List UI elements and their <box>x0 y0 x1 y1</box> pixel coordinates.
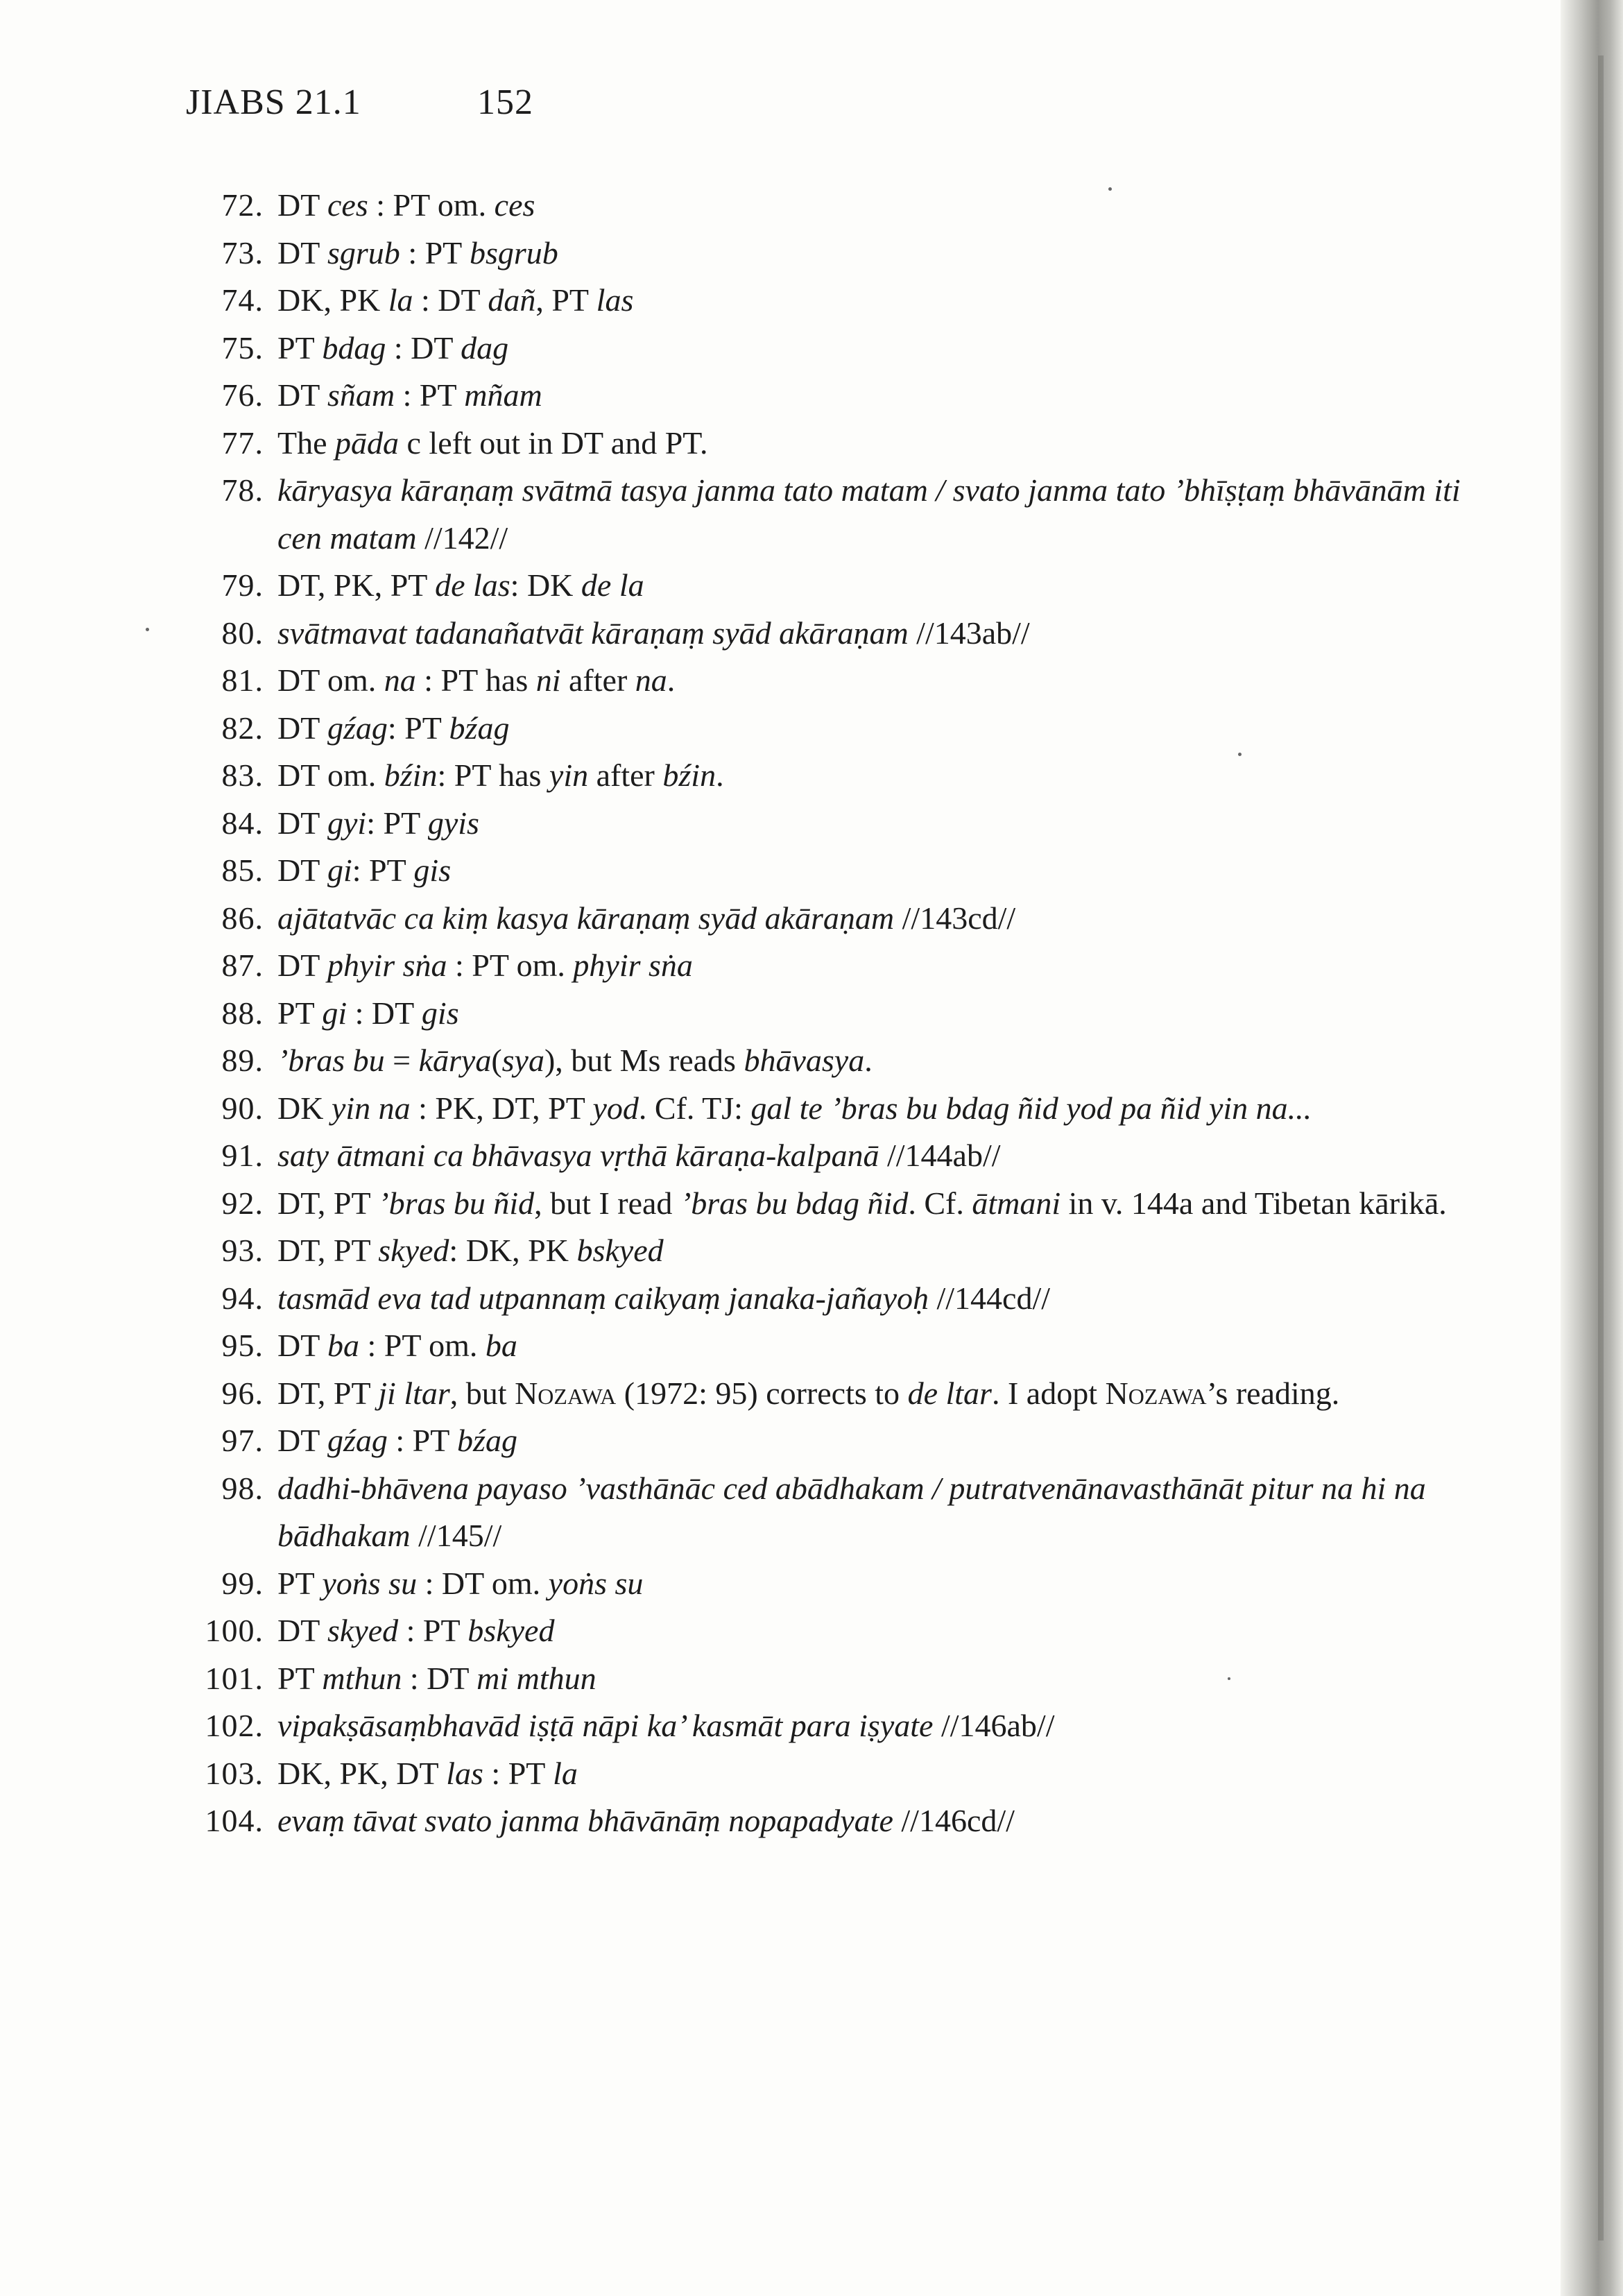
italic-segment: bsgrub <box>469 234 558 271</box>
italic-segment: kārya <box>418 1043 492 1078</box>
italic-segment: yoṅs su <box>322 1565 418 1601</box>
italic-segment: sgrub <box>327 234 400 271</box>
endnote-item <box>180 277 1477 325</box>
text-segment: , but <box>449 1375 515 1411</box>
endnote-item <box>180 1180 1477 1228</box>
endnote-text <box>277 610 1477 658</box>
italic-segment: svātmavat tadanañatvāt kāraṇaṃ syād akāraṇam <box>277 615 909 651</box>
text-segment: : PT om. <box>359 1328 486 1363</box>
endnote-number: 84. <box>221 805 264 841</box>
italic-segment: las <box>596 282 634 318</box>
italic-segment: gal te ’bras bu bdag ñid yod pa ñid yin na... <box>750 1090 1312 1126</box>
endnote-number: 88. <box>221 995 264 1031</box>
endnote-item <box>180 325 1477 372</box>
text-segment: : DT <box>402 1660 477 1696</box>
text-segment: ’s reading. <box>1206 1375 1340 1411</box>
endnote-item <box>180 1037 1477 1085</box>
endnote-item <box>180 1655 1477 1703</box>
endnote-text <box>277 420 1477 468</box>
endnote-item <box>180 1275 1477 1323</box>
italic-segment: bźin <box>384 757 438 793</box>
text-segment: //144ab// <box>879 1138 1001 1173</box>
italic-segment: de las <box>435 567 510 603</box>
endnote-number: 98. <box>221 1470 264 1506</box>
italic-segment: yin na <box>331 1090 411 1126</box>
italic-segment: na <box>384 662 416 698</box>
italic-segment: yin <box>549 757 589 793</box>
endnote-item <box>180 182 1477 230</box>
text-segment: : PT <box>483 1755 553 1791</box>
endnote-item <box>180 610 1477 658</box>
italic-segment: gi <box>322 995 347 1031</box>
italic-segment: bhāvasya <box>744 1043 865 1078</box>
endnote-number: 86. <box>221 900 264 936</box>
text-segment: DT <box>277 1423 327 1458</box>
endnote-item <box>180 1085 1477 1133</box>
text-segment: : PT <box>387 1423 458 1458</box>
text-segment: . <box>716 757 724 793</box>
text-segment: : DK, PK <box>449 1233 577 1268</box>
endnote-number: 75. <box>221 329 264 366</box>
endnote-item <box>180 1750 1477 1798</box>
endnote-number: 90. <box>221 1090 264 1126</box>
endnote-number: 92. <box>221 1185 264 1221</box>
endnote-number: 96. <box>221 1375 264 1411</box>
endnote-text <box>277 1417 1477 1465</box>
endnote-text <box>277 1370 1477 1418</box>
journal-title: JIABS 21.1 <box>186 83 361 122</box>
text-segment: after <box>588 757 663 793</box>
text-segment: : PT <box>395 377 465 413</box>
text-segment: : DT <box>386 329 461 366</box>
text-segment: PT <box>277 995 323 1031</box>
italic-segment: skyed <box>327 1613 399 1648</box>
text-segment: ( <box>491 1043 502 1078</box>
italic-segment: de la <box>581 567 644 603</box>
italic-segment: mñam <box>464 377 542 413</box>
text-segment: DT <box>277 1328 327 1363</box>
italic-segment: ces <box>327 187 368 223</box>
text-segment: . <box>864 1043 873 1078</box>
endnote-number: 103. <box>205 1755 264 1791</box>
italic-segment: ba <box>327 1328 359 1363</box>
text-segment: : PT <box>387 710 449 746</box>
text-segment: DK, PK <box>277 282 388 318</box>
italic-segment: ces <box>494 187 535 223</box>
endnote-text <box>277 277 1477 325</box>
endnote-text <box>277 230 1477 277</box>
text-segment: = <box>384 1043 419 1078</box>
endnote-number: 79. <box>221 567 264 603</box>
text-segment: DT, PT <box>277 1185 379 1221</box>
italic-segment: la <box>388 282 413 318</box>
endnote-text <box>277 657 1477 705</box>
endnote-number: 80. <box>221 615 264 651</box>
italic-segment: mthun <box>322 1660 402 1696</box>
endnote-text <box>277 1132 1477 1180</box>
endnote-item <box>180 420 1477 468</box>
italic-segment: gi <box>327 853 352 888</box>
smallcaps-segment: Nozawa <box>515 1375 617 1411</box>
text-segment: DT, PT <box>277 1375 379 1411</box>
italic-segment: dañ <box>488 282 536 318</box>
endnote-text <box>277 800 1477 848</box>
italic-segment: phyir sṅa <box>573 948 693 983</box>
endnote-text <box>277 752 1477 800</box>
endnote-item <box>180 1227 1477 1275</box>
text-segment: in v. 144a and Tibetan kārikā. <box>1060 1185 1447 1221</box>
italic-segment: gyi <box>327 805 367 841</box>
smallcaps-segment: Nozawa <box>1105 1375 1207 1411</box>
italic-segment: ’bras bu ñid <box>378 1185 535 1221</box>
italic-segment: na <box>635 662 667 698</box>
text-segment: DT om. <box>277 662 384 698</box>
endnote-item <box>180 1560 1477 1608</box>
text-segment: . <box>667 662 676 698</box>
text-segment: DT <box>277 234 327 271</box>
text-segment: , but I read <box>534 1185 680 1221</box>
endnote-text <box>277 372 1477 420</box>
italic-segment: ’bras bu <box>277 1043 385 1078</box>
italic-segment: dadhi-bhāvena payaso ’vasthānāc ced abādhakam / putratvenānavasthānāt pitur na hi na bādhakam <box>277 1470 1426 1553</box>
endnote-item <box>180 467 1477 562</box>
text-segment: (1972: 95) corrects to <box>616 1375 908 1411</box>
endnote-text <box>277 1797 1477 1845</box>
italic-segment: ’bras bu bdag ñid <box>680 1185 909 1221</box>
endnote-text <box>277 1560 1477 1608</box>
italic-segment: la <box>553 1755 578 1791</box>
endnote-item <box>180 230 1477 277</box>
endnote-number: 74. <box>221 282 264 318</box>
endnote-item <box>180 990 1477 1038</box>
text-segment: //143cd// <box>894 900 1016 936</box>
endnote-text <box>277 942 1477 990</box>
endnote-item <box>180 372 1477 420</box>
italic-segment: mi mthun <box>476 1660 596 1696</box>
text-segment: DT, PT <box>277 1233 379 1268</box>
text-segment: DT <box>277 805 327 841</box>
italic-segment: evaṃ tāvat svato janma bhāvānāṃ nopapadyate <box>277 1803 893 1838</box>
endnote-item <box>180 657 1477 705</box>
italic-segment: gis <box>413 853 452 888</box>
endnote-item <box>180 942 1477 990</box>
text-segment: : PK, DT, PT <box>410 1090 593 1126</box>
endnote-item <box>180 1322 1477 1370</box>
text-segment: //142// <box>416 520 508 556</box>
italic-segment: vipakṣāsaṃbhavād iṣṭā nāpi ka’ kasmāt para iṣyate <box>277 1708 934 1743</box>
endnote-number: 94. <box>221 1280 264 1316</box>
text-segment: DT <box>277 377 327 413</box>
text-segment: DT, PK, PT <box>277 567 436 603</box>
italic-segment: gis <box>421 995 459 1031</box>
text-segment: : PT om. <box>368 187 495 223</box>
endnote-number: 102. <box>205 1708 264 1743</box>
endnote-text <box>277 182 1477 230</box>
text-segment: : PT <box>366 805 428 841</box>
endnote-text <box>277 895 1477 943</box>
italic-segment: skyed <box>378 1233 449 1268</box>
text-segment: DK, PK, DT <box>277 1755 447 1791</box>
text-segment: . Cf. <box>908 1185 972 1221</box>
endnote-text <box>277 1227 1477 1275</box>
endnote-text <box>277 1465 1477 1560</box>
text-segment: after <box>560 662 635 698</box>
endnote-item <box>180 1465 1477 1560</box>
text-segment: : DK <box>510 567 581 603</box>
endnote-item <box>180 800 1477 848</box>
italic-segment: ni <box>535 662 561 698</box>
text-segment: : DT <box>413 282 488 318</box>
endnote-number: 73. <box>221 234 264 271</box>
italic-segment: yod <box>592 1090 639 1126</box>
italic-segment: saty ātmani ca bhāvasya vṛthā kāraṇa-kalpanā <box>277 1138 879 1173</box>
italic-segment: ji ltar <box>378 1375 450 1411</box>
text-segment: . I adopt <box>991 1375 1106 1411</box>
endnote-number: 99. <box>221 1565 264 1601</box>
text-segment: //144cd// <box>928 1280 1051 1316</box>
text-segment: : PT has <box>415 662 536 698</box>
endnote-number: 104. <box>205 1803 264 1838</box>
endnote-number: 81. <box>221 662 264 698</box>
endnote-item <box>180 1132 1477 1180</box>
endnote-number: 91. <box>221 1138 264 1173</box>
endnote-text <box>277 1655 1477 1703</box>
endnote-text <box>277 1037 1477 1085</box>
endnote-text <box>277 1750 1477 1798</box>
endnote-item <box>180 562 1477 610</box>
text-segment: : PT has <box>437 757 549 793</box>
endnote-item <box>180 1702 1477 1750</box>
endnote-text <box>277 1085 1477 1133</box>
endnote-number: 83. <box>221 757 264 793</box>
scan-speck <box>146 628 149 631</box>
italic-segment: bskyed <box>576 1233 664 1268</box>
endnote-item <box>180 895 1477 943</box>
italic-segment: pāda <box>335 425 400 461</box>
italic-segment: yoṅs su <box>548 1565 644 1601</box>
endnote-number: 72. <box>221 187 264 223</box>
scan-speck <box>1228 1677 1230 1680</box>
running-head <box>186 82 533 123</box>
endnotes-list <box>180 182 1477 1845</box>
scan-speck <box>1108 187 1112 191</box>
page-number: 152 <box>477 83 533 122</box>
text-segment: . Cf. TJ: <box>638 1090 751 1126</box>
text-segment: : PT <box>352 853 414 888</box>
italic-segment: kāryasya kāraṇaṃ svātmā tasya janma tato matam / svato janma tato ’bhīṣṭaṃ bhāvānām iti cen matam <box>277 472 1461 556</box>
text-segment: : DT om. <box>417 1565 549 1601</box>
italic-segment: tasmād eva tad utpannaṃ caikyaṃ janaka-jañayoḥ <box>277 1280 929 1316</box>
italic-segment: bźag <box>449 710 510 746</box>
text-segment: DT <box>277 853 327 888</box>
endnote-number: 82. <box>221 710 264 746</box>
text-segment: DT <box>277 187 327 223</box>
italic-segment: ajātatvāc ca kiṃ kasya kāraṇaṃ syād akāraṇam <box>277 900 895 936</box>
endnote-number: 101. <box>205 1660 264 1696</box>
text-segment: //143ab// <box>908 615 1030 651</box>
italic-segment: sñam <box>327 377 395 413</box>
endnote-number: 85. <box>221 853 264 888</box>
italic-segment: sya <box>501 1043 544 1078</box>
endnote-number: 100. <box>205 1613 264 1648</box>
endnote-text <box>277 990 1477 1038</box>
page-edge-shadow <box>1561 0 1623 2296</box>
italic-segment: bźin <box>662 757 716 793</box>
text-segment: //146ab// <box>933 1708 1055 1743</box>
endnote-text <box>277 325 1477 372</box>
italic-segment: gźag <box>327 710 388 746</box>
italic-segment: ba <box>485 1328 517 1363</box>
endnote-number: 78. <box>221 472 264 508</box>
text-segment: ), but Ms reads <box>544 1043 744 1078</box>
endnote-item <box>180 1417 1477 1465</box>
text-segment: DT <box>277 948 327 983</box>
endnote-number: 77. <box>221 425 264 461</box>
text-segment: PT <box>277 329 323 366</box>
italic-segment: las <box>446 1755 483 1791</box>
text-segment: DT <box>277 710 327 746</box>
endnote-item <box>180 705 1477 753</box>
endnote-text <box>277 1275 1477 1323</box>
endnote-number: 93. <box>221 1233 264 1268</box>
endnote-text <box>277 847 1477 895</box>
scan-speck <box>1238 753 1242 756</box>
text-segment: : PT <box>400 234 470 271</box>
endnote-text <box>277 1180 1477 1228</box>
endnote-item <box>180 1607 1477 1655</box>
endnote-number: 95. <box>221 1328 264 1363</box>
italic-segment: de ltar <box>907 1375 992 1411</box>
italic-segment: gyis <box>427 805 479 841</box>
italic-segment: bdag <box>322 329 386 366</box>
endnote-text <box>277 1702 1477 1750</box>
endnote-item <box>180 752 1477 800</box>
endnote-number: 76. <box>221 377 264 413</box>
endnote-text <box>277 1322 1477 1370</box>
text-segment: //146cd// <box>893 1803 1015 1838</box>
endnote-text <box>277 562 1477 610</box>
text-segment: c left out in DT and PT. <box>399 425 708 461</box>
text-segment: DT om. <box>277 757 384 793</box>
endnote-text <box>277 467 1477 562</box>
text-segment: : DT <box>347 995 422 1031</box>
endnote-number: 97. <box>221 1423 264 1458</box>
text-segment: The <box>277 425 336 461</box>
text-segment: : PT om. <box>447 948 574 983</box>
text-segment: //145// <box>410 1518 502 1553</box>
endnote-text <box>277 1607 1477 1655</box>
text-segment: PT <box>277 1660 323 1696</box>
italic-segment: ātmani <box>972 1185 1061 1221</box>
text-segment: , PT <box>535 282 596 318</box>
text-segment: DT <box>277 1613 327 1648</box>
endnote-item <box>180 1370 1477 1418</box>
endnote-item <box>180 1797 1477 1845</box>
text-segment: : PT <box>398 1613 468 1648</box>
endnote-item <box>180 847 1477 895</box>
endnote-number: 89. <box>221 1043 264 1078</box>
text-segment: DK <box>277 1090 332 1126</box>
endnote-number: 87. <box>221 948 264 983</box>
italic-segment: phyir sṅa <box>327 948 447 983</box>
italic-segment: bskyed <box>467 1613 555 1648</box>
italic-segment: bźag <box>457 1423 517 1458</box>
italic-segment: dag <box>461 329 509 366</box>
text-segment: PT <box>277 1565 323 1601</box>
italic-segment: gźag <box>327 1423 388 1458</box>
endnote-text <box>277 705 1477 753</box>
